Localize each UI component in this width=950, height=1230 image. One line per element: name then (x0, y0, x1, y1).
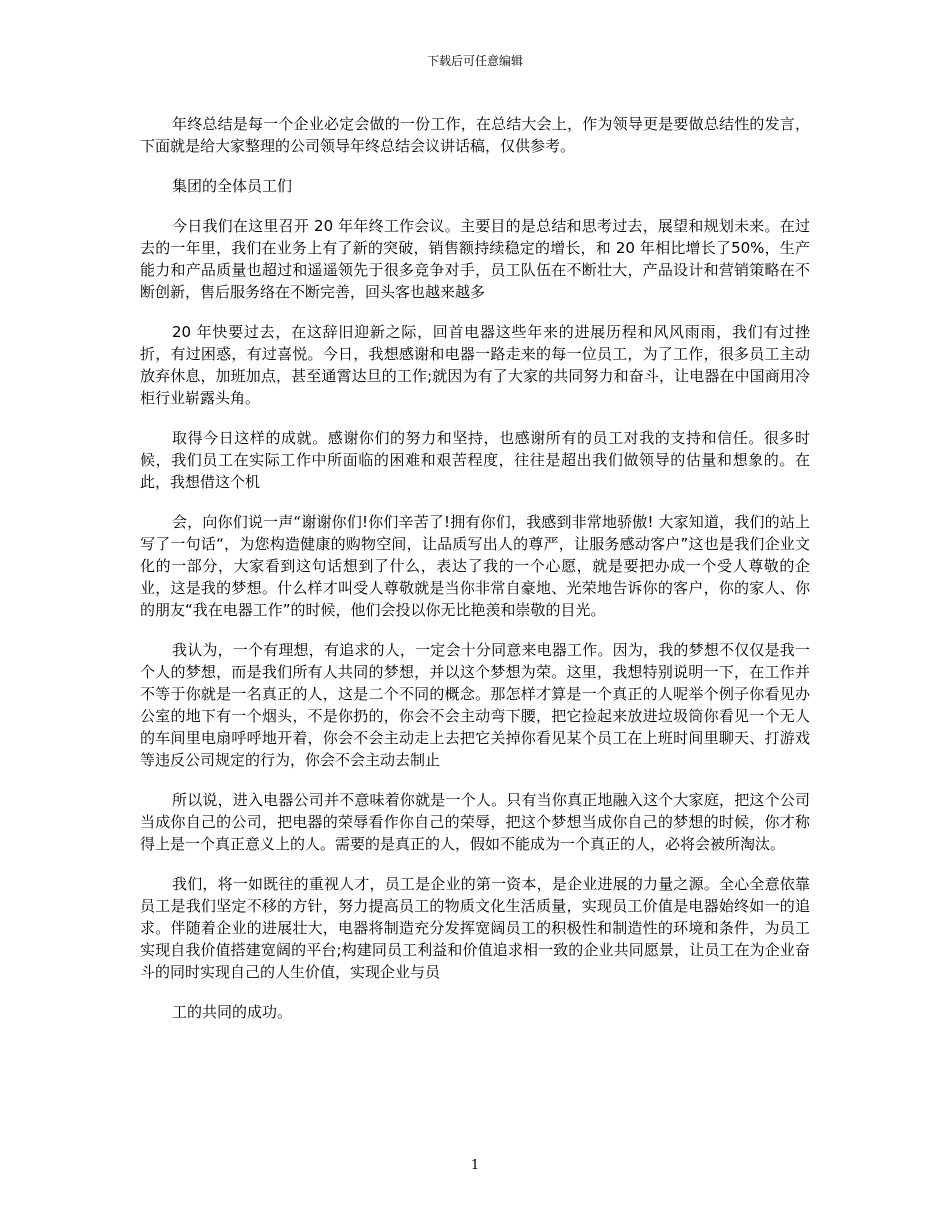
paragraph-year-review: 20 年快要过去，在这辞旧迎新之际，回首电器这些年来的进展历程和风风雨雨，我们有过挫折，有过困惑，有过喜悦。今日，我想感谢和电器一路走来的每一位员工，为了工作，很多员工主动放弃休息，加班加点，甚至通霄达旦的工作;就因为有了大家的共同努力和奋斗，让电器在中国商用冷柜行业崭露头角。 (140, 323, 810, 407)
paragraph-intro: 年终总结是每一个企业必定会做的一份工作，在总结大会上，作为领导更是要做总结性的发言，下面就是给大家整理的公司领导年终总结会议讲话稿，仅供参考。 (140, 115, 810, 155)
page-number: 1 (470, 1158, 480, 1173)
paragraph-meeting-purpose: 今日我们在这里召开 20 年年终工作会议。主要目的是总结和思考过去，展望和规划未来。在过去的一年里，我们在业务上有了新的突破，销售额持续稳定的增长，和 20 年相比增长了50%，生产能力和产品质量也超过和遥遥领先于很多竞争对手，员工队伍在不断壮大，产品设计和营销策略在不断创新，售后服务络在不断完善，回头客也越来越多 (140, 217, 810, 301)
paragraph-closing: 工的共同的成功。 (172, 1003, 293, 1021)
paragraph-ideals: 我认为，一个有理想，有追求的人，一定会十分同意来电器工作。因为，我的梦想不仅仅是我一个人的梦想，而是我们所有人共同的梦想，并以这个梦想为荣。这里，我想特别说明一下，在工作并不等于你就是一名真正的人，这是二个不同的概念。那怎样才算是一个真正的人呢举个例子你看见办公室的地下有一个烟头，不是你扔的，你会不会主动弯下腰，把它捡起来放进垃圾筒你看见一个无人的车间里电扇呼呼地开着，你会不会主动走上去把它关掉你看见某个员工在上班时间里聊天、打游戏等违反公司规定的行为，你会不会主动去制止 (140, 641, 810, 769)
paragraph-thanks: 取得今日这样的成就。感谢你们的努力和坚持，也感谢所有的员工对我的支持和信任。很多时候，我们员工在实际工作中所面临的困难和艰苦程度，往往是超出我们做领导的估量和想象的。在此，我想借这个机 (140, 429, 810, 491)
paragraph-belonging: 所以说，进入电器公司并不意味着你就是一个人。只有当你真正地融入这个大家庭，把这个公司当成你自己的公司，把电器的荣辱看作你自己的荣辱，把这个梦想当成你自己的梦想的时候，你才称得上是一个真正意义上的人。需要的是真正的人，假如不能成为一个真正的人，必将会被所淘汰。 (140, 791, 810, 853)
page-header: 下载后可任意编辑 (426, 54, 523, 68)
paragraph-talent: 我们，将一如既往的重视人才，员工是企业的第一资本，是企业进展的力量之源。全心全意依靠员工是我们坚定不移的方针，努力提高员工的物质文化生活质量，实现员工价值是电器始终如一的追求。伴随着企业的进展壮大，电器将制造充分发挥宽阔员工的积极性和制造性的环境和条件，为员工实现自我价值搭建宽阔的平台;构建同员工利益和价值追求相一致的企业共同愿景，让员工在为企业奋斗的同时实现自己的人生价值，实现企业与员 (140, 875, 810, 981)
document-body (140, 113, 810, 1041)
paragraph-gratitude-dream: 会，向你们说一声“谢谢你们!你们辛苦了!拥有你们，我感到非常地骄傲! 大家知道，我们的站上写了一句话“，为您构造健康的购物空间，让品质写出人的尊严，让服务感动客户”这也是我们企业文化的一部分，大家看到这句话想到了什么，表达了我的一个心愿，就是要把办成一个受人尊敬的企业，这是我的梦想。什么样才叫受人尊敬就是当你非常自豪地、光荣地告诉你的客户，你的家人、你的朋友“我在电器工作”的时候，他们会投以你无比艳羡和崇敬的目光。 (140, 513, 810, 619)
paragraph-salutation: 集团的全体员工们 (172, 177, 293, 195)
